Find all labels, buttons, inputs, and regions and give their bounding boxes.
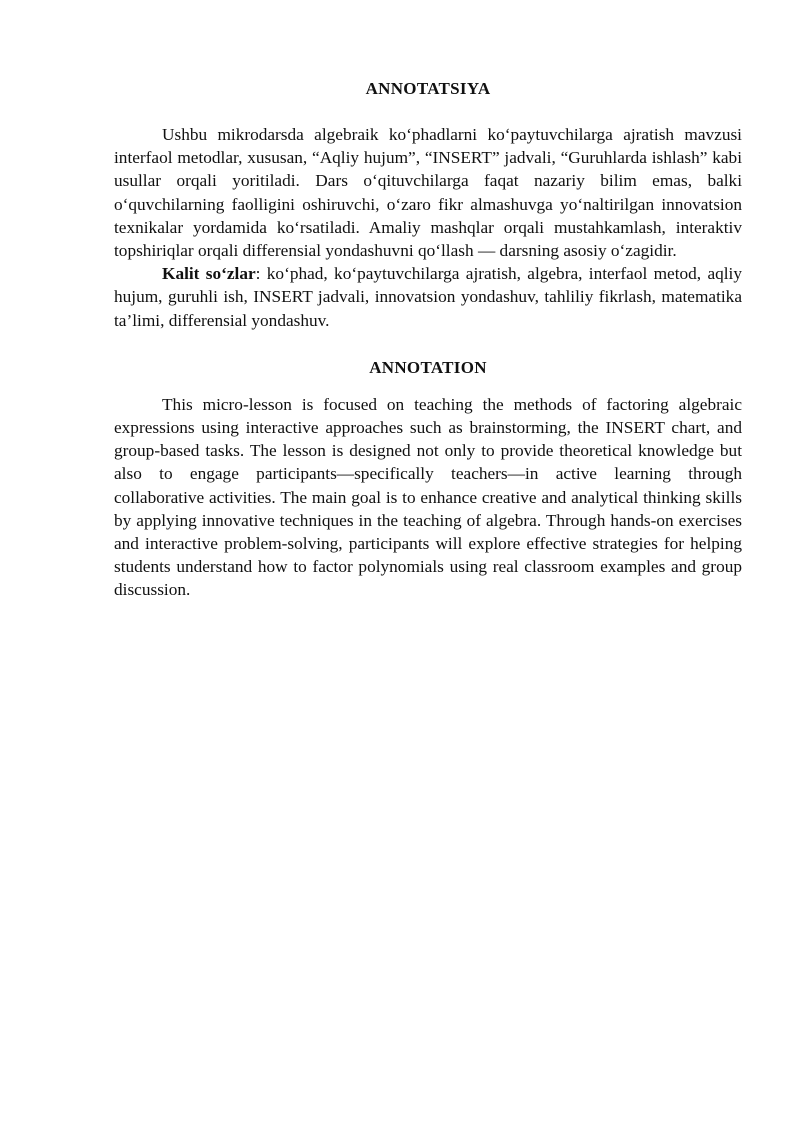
annotation-heading: ANNOTATION	[369, 357, 487, 377]
annotation-paragraph: This micro-lesson is focused on teaching the methods of factoring algebraic expressions using interactive approaches such as brainstorming, the INSERT chart, and group-based tasks. The lesson is designed not only to provide theoretical knowledge but also to engage participants—specifically teachers—in active learning through collaborative activities. The main goal is to enhance creative and analytical thinking skills by applying innovative techniques in the teaching of algebra. Through hands-on exercises and interactive problem-solving, participants will explore effective strategies for helping students understand how to factor polynomials using real classroom examples and group discussion.	[114, 394, 742, 600]
keywords-paragraph	[114, 262, 742, 332]
document-page	[114, 72, 742, 602]
annotatsiya-heading: ANNOTATSIYA	[365, 79, 491, 98]
annotatsiya-paragraph: Ushbu mikrodarsda algebraik ko‘phadlarni ko‘paytuvchilarga ajratish mavzusi interfaol metodlar, xususan, “Aqliy hujum”, “INSERT” jadvali, “Guruhlarda ishlash” kabi usullar orqali yoritiladi. Dars o‘qituvchilarga faqat nazariy bilim emas, balki o‘quvchilarning faolligini oshiruvchi, o‘zaro fikr almashuvga yo‘naltirilgan innovatsion texnikalar yordamida ko‘rsatiladi. Amaliy mashqlar orqali mustahkamlash, interaktiv topshiriqlar orqali differensial yondashuvni qo‘llash — darsning asosiy o‘zagidir.	[114, 125, 742, 261]
keywords-label: Kalit so‘zlar	[162, 264, 256, 284]
keywords-list: : ko‘phad, ko‘paytuvchilarga ajratish, algebra, interfaol metod, aqliy hujum, guruhli ish, INSERT jadvali, innovatsion yondashuv, tahliliy fikrlash, matematika ta’limi, differensial yondashuv.	[114, 264, 743, 330]
